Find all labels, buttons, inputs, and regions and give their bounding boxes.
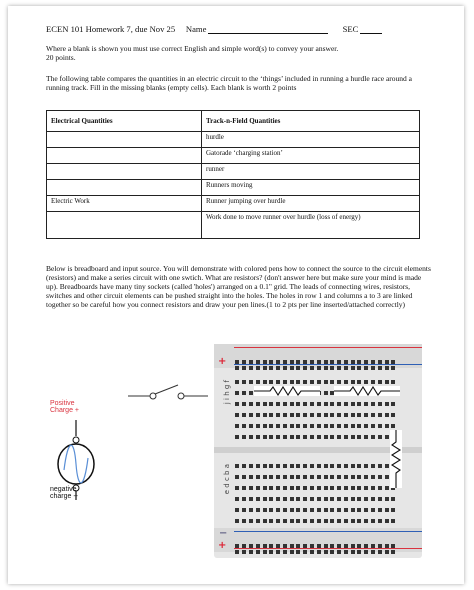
name-label: Name <box>185 24 207 34</box>
rail-holes[interactable] <box>234 541 420 559</box>
top-row-letters: j i h g f <box>223 380 231 405</box>
track-cell: hurdle <box>202 132 420 148</box>
plus-sign: + <box>218 540 227 551</box>
table-row <box>47 196 420 212</box>
intro-line-2: 20 points. <box>46 53 76 63</box>
sec-label: SEC <box>342 24 359 34</box>
table-intro: The following table compares the quantities in an electric circuit to the ‘things’ included in running a hurdle race around a running track. Fill in the missing blanks (empty cells). Each blank is worth 2 points <box>46 74 412 93</box>
rail-blue-line <box>234 531 422 532</box>
blank-cell[interactable] <box>47 180 202 196</box>
top-power-rail <box>214 344 422 368</box>
resistor-icon[interactable] <box>390 430 402 488</box>
positive-line-2: Charge + <box>50 407 79 414</box>
table-row <box>47 132 420 148</box>
blank-cell[interactable] <box>47 164 202 180</box>
table-header-row <box>47 111 420 132</box>
intro-paragraph <box>46 44 426 62</box>
blank-cell[interactable] <box>47 212 202 239</box>
blank-cell[interactable] <box>47 132 202 148</box>
header-electrical: Electrical Quantities <box>47 111 202 132</box>
intro-line-1: Where a blank is shown you must use correct English and simple word(s) to convey your answer. <box>46 44 339 53</box>
bottom-row-letters: e d c b a <box>223 464 231 495</box>
plus-sign: + <box>218 356 227 367</box>
track-cell: runner <box>202 164 420 180</box>
track-cell: Work done to move runner over hurdle (loss of energy) <box>202 212 420 239</box>
comparison-table <box>46 110 420 239</box>
header-track: Track-n-Field Quantities <box>202 111 420 132</box>
negative-line-2: charge -- <box>50 493 79 500</box>
track-cell: Gatorade ‘charging station’ <box>202 148 420 164</box>
negative-label <box>50 486 78 500</box>
breadboard <box>214 344 422 558</box>
course-title: ECEN 101 Homework 7, due Nov 25 <box>46 24 176 34</box>
resistor-icon[interactable] <box>254 386 320 396</box>
negative-line-1: negative <box>50 486 77 493</box>
positive-label <box>50 400 79 414</box>
table-row <box>47 148 420 164</box>
resistor-icon[interactable] <box>334 386 400 396</box>
name-blank[interactable] <box>208 24 328 34</box>
sec-blank[interactable] <box>360 24 382 34</box>
header-line <box>46 24 382 34</box>
electrical-cell: Electric Work <box>47 196 202 212</box>
switch-symbol <box>128 380 208 404</box>
breadboard-instructions: Below is breadboard and input source. You will demonstrate with colored pens how to connect the source to the circuit elements (resistors) and make a series circuit with one swtich. What are resistors? (don't answer here but make sure your mind is made up). Breadboards have many tiny sockets (called 'holes') arranged on a 0.1" grid. The leads of connecting wires, resistors, switches and other circuit elements can be pushed straight into the holes. The holes in row 1 and columns a to 3 are linked together so be careful how you connect resistors and draw your pen lines.(1 to 2 pts per line inserted/attached correctly) <box>46 264 431 310</box>
blank-cell[interactable] <box>47 148 202 164</box>
track-cell: Runners moving <box>202 180 420 196</box>
minus-sign: − <box>219 528 228 539</box>
bottom-power-rail <box>214 528 422 552</box>
track-cell: Runner jumping over hurdle <box>202 196 420 212</box>
table-row <box>47 164 420 180</box>
positive-line-1: Positive <box>50 400 75 407</box>
document-page <box>8 6 464 584</box>
rail-red-line <box>234 347 422 348</box>
rail-holes[interactable] <box>234 357 420 375</box>
table-row <box>47 180 420 196</box>
table-row <box>47 212 420 239</box>
